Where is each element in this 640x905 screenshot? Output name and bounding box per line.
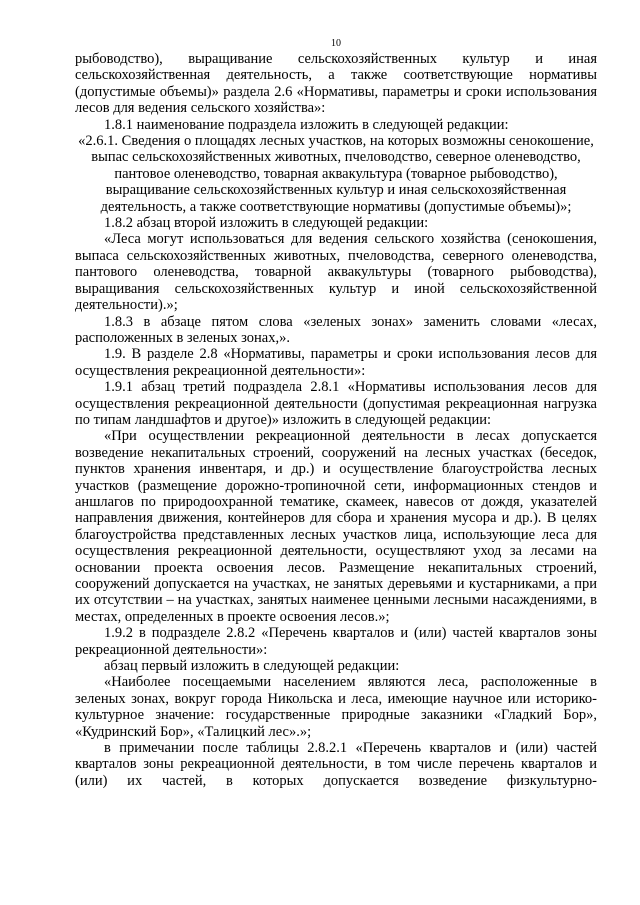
paragraph-1-8-1: 1.8.1 наименование подраздела изложить в следующей редакции:: [104, 116, 509, 133]
paragraph-1-8-3: 1.8.3 в абзаце пятом слова «зеленых зонах» заменить словами «лесах, расположенных в зеленых зонах,».: [75, 313, 597, 346]
paragraph-first-abzac: абзац первый изложить в следующей редакции:: [104, 658, 400, 675]
paragraph-continuation: рыбоводство), выращивание сельскохозяйственных культур и иная сельскохозяйственная деятельность, а также соответствующие нормативы (допустимые объемы)» раздела 2.6 «Нормативы, параметры и сроки использования лесов для ведения сельского хозяйства»:: [75, 51, 597, 117]
paragraph-1-9-2: 1.9.2 в подразделе 2.8.2 «Перечень кварталов и (или) частей кварталов зоны рекреационной деятельности»:: [75, 625, 597, 658]
paragraph-1-9: 1.9. В разделе 2.8 «Нормативы, параметры и сроки использования лесов для осуществления рекреационной деятельности»:: [75, 346, 597, 379]
page-number: 10: [331, 38, 341, 49]
paragraph-note-after-table: в примечании после таблицы 2.8.2.1 «Перечень кварталов и (или) частей кварталов зоны рекреационной деятельности, в том числе перечень кварталов и (или) их частей, в которых допускается возведение физкультурно-: [75, 740, 597, 789]
paragraph-quoted-visited-forests: «Наиболее посещаемыми населением являются леса, расположенные в зеленых зонах, вокруг города Никольска и леса, имеющие научное или историко-культурное значение: государственные природные заказники «Гладкий Бор», «Кудринский Бор», «Талицкий лес».»;: [75, 674, 597, 740]
paragraph-quoted-heading: «2.6.1. Сведения о площадях лесных участков, на которых возможны сенокошение, выпас сельскохозяйственных животных, пчеловодство, северное оленеводство, пантовое оленеводство, товарная аквакультура (товарное рыбоводство), выращивание сельскохозяйственных культур и иная сельскохозяйственная деятельность, а также соответствующие нормативы (допустимые объемы)»;: [78, 133, 594, 215]
paragraph-1-9-1: 1.9.1 абзац третий подраздела 2.8.1 «Нормативы использования лесов для осуществления рекреационной деятельности (допустимая рекреационная нагрузка по типам ландшафтов и другое)» изложить в следующей редакции:: [75, 379, 597, 428]
paragraph-quoted-forests: «Леса могут использоваться для ведения сельского хозяйства (сенокошения, выпаса сельскохозяйственных животных, пчеловодства, северного оленеводства, пантового оленеводства, товарной аквакультуры (товарного рыбоводства), выращивания сельскохозяйственных культур и иной сельскохозяйственной деятельности).»;: [75, 231, 597, 314]
paragraph-1-8-2: 1.8.2 абзац второй изложить в следующей редакции:: [104, 215, 429, 232]
paragraph-quoted-recreation: «При осуществлении рекреационной деятельности в лесах допускается возведение некапитальных строений, сооружений на лесных участках (беседок, пунктов хранения инвентаря, и др.) и осуществление благоустройства лесных участков (размещение дорожно-тропиночной сети, информационных стендов и аншлагов по природоохранной тематике, скамеек, навесов от дождя, указателей направления движения, контейнеров для сбора и хранения мусора и др.). В целях благоустройства представленных лесных участков лица, использующие леса для осуществления рекреационной деятельности, осуществляют уход за лесами на основании проекта освоения лесов. Размещение некапитальных строений, сооружений допускается на участках, не занятых деревьями и кустарниками, а при их отсутствии – на участках, занятых наименее ценными лесными насаждениями, в местах, определенных в проекте освоения лесов.»;: [75, 428, 597, 625]
document-body: [75, 51, 597, 789]
